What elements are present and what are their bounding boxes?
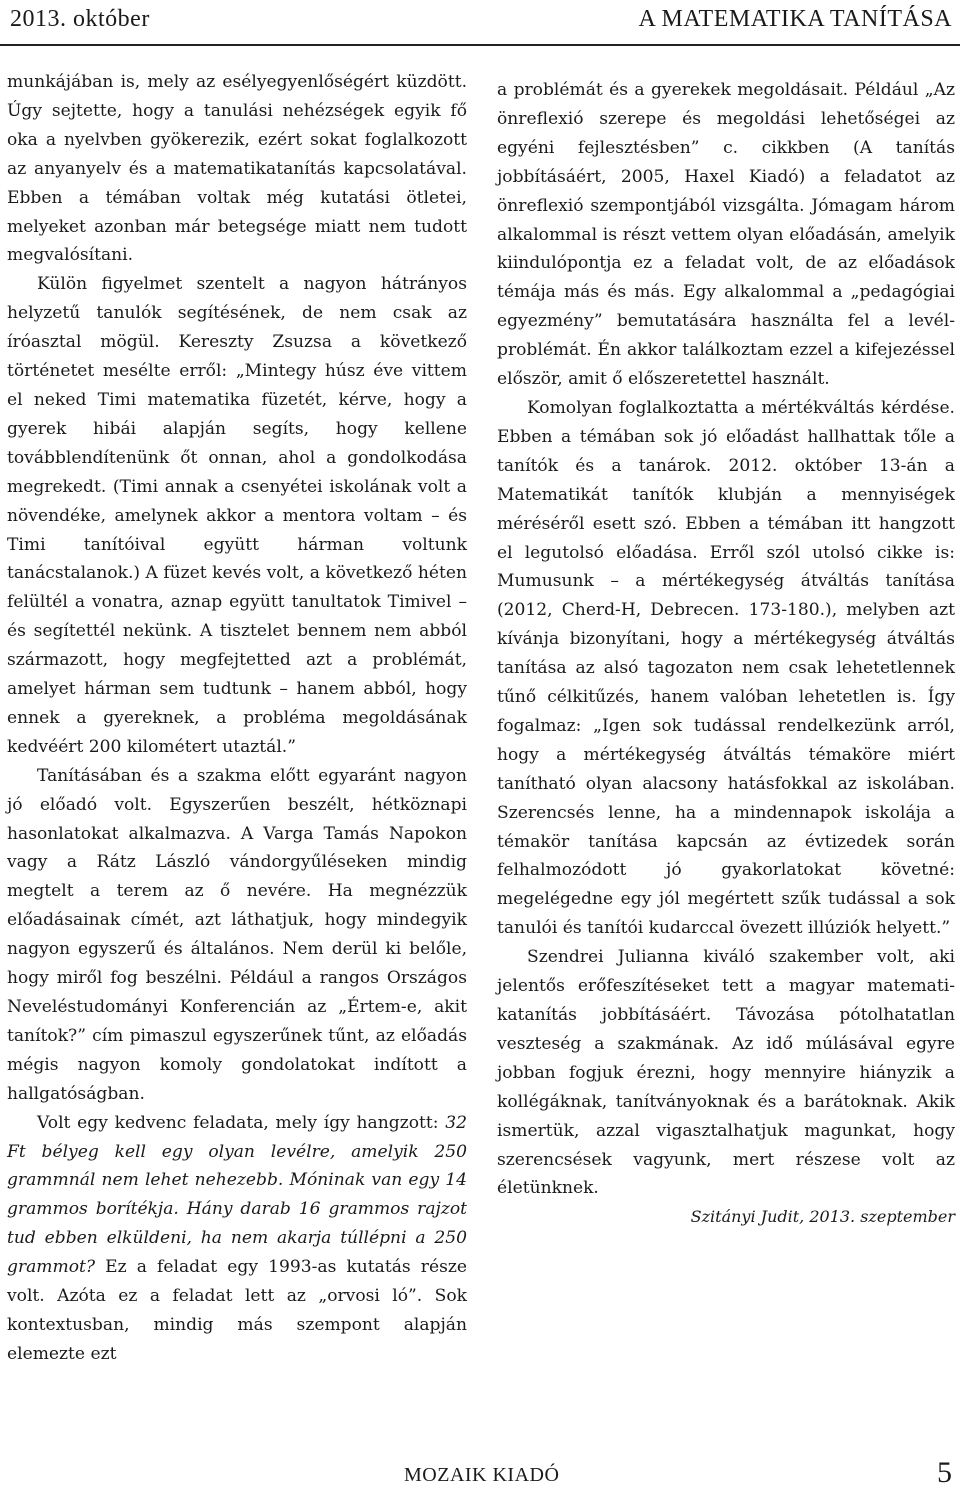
- paragraph-text: Volt egy kedvenc feladata, mely így hangzott:: [37, 1112, 446, 1133]
- page-header: [0, 0, 960, 46]
- page-number: 5: [937, 1456, 952, 1489]
- paragraph: Szendrei Julianna kiváló szakember volt, aki jelentős erőfeszítéseket tett a magyar matematikatanítás jobbításáért. Távozása pótolhatatlan veszteség a szakmának. Az idő múlásával egyre jobban fogjuk érezni, hogy mennyire hiányzik a kollégáknak, tanítványoknak és a barátoknak. Akik ismertük, azzal vigasztalhatjuk magunkat, hogy szerencsések vagyunk, mert részese volt az életünknek.: [497, 947, 955, 1199]
- paragraph: Komolyan foglalkoztatta a mértékváltás kérdése. Ebben a témában sok jó előadást hallhattak tőle a tanítók és a tanárok. 2012. október 13-án a Matematikát tanítók klubján a mennyiségek méréséről esett szó. Ebben a témában itt hangzott el legutolsó előadása. Erről szól utolsó cikke is: Mumusunk – a mértékegység átváltás tanítása (2012, Cherd-H, Debrecen. 173-180.), melyben azt kívánja bizonyítani, hogy a mértékegység átváltás tanítása az alsó tagozaton nem csak lehetetlennek tűnő célkitűzés, hanem valóban lehetetlen is. Így fogalmaz: „Igen sok tudással rendelkezünk arról, hogy a mértékegység átváltás témaköre miért tanítható olyan alacsony hatásfokkal az iskolában. Szerencsés lenne, ha a mindennapok iskolája a témakör tanítása kapcsán az évtizedek során felhalmozódott jó gyakorlatokat követné: megelégedne egy jól megértett szűk tudással a sok tanulói és tanítói kudarccal övezett illúziók helyett.”: [497, 397, 955, 939]
- paragraph: munkájában is, mely az esélyegyenlőségért küzdött. Úgy sejtette, hogy a tanulási nehézségek egyik fő oka a nyelvben gyökerezik, ezért sokat foglalkozott az anyanyelv és a matematikatanítás kapcsolatával. Ebben a témában voltak még kutatási ötletei, melyeket azonban már betegsége miatt nem tudott megvalósítani.: [7, 72, 467, 266]
- journal-title: A MATEMATIKA TANÍTÁSA: [638, 6, 952, 32]
- paragraph: Külön figyelmet szentelt a nagyon hátrányos helyzetű tanulók segítésének, de nem csak az íróasztal mögül. Kereszty Zsuzsa a következő történetet mesélte erről: „Mintegy húsz éve vittem el neked Timi matematika füzetét, kérve, hogy a gyerek hibái alapján segíts, hogy kellene továbblendítenünk őt onnan, ahol a gondolkodása megrekedt. (Timi annak a csenyétei iskolának volt a növendéke, amelynek akkor a mentora voltam – és Timi tanítóival együtt hárman voltunk tanácstalanok.) A füzet kevés volt, a következő héten felültél a vonatra, aznap együtt tanultatok Timivel – és segítettél nekünk. A tisztelet bennem nem abból származott, hogy megfejtetted azt a problémát, amelyet hárman sem tudtunk – hanem abból, hogy ennek a gyereknek, a probléma megoldásának kedvéért 200 kilométert utaztál.”: [7, 274, 467, 757]
- paragraph: [7, 1109, 467, 1369]
- header-divider: [0, 44, 960, 46]
- right-column: [497, 76, 955, 1232]
- publisher-name: MOZAIK KIADÓ: [404, 1464, 560, 1486]
- problem-statement: 32 Ft bélyeg kell egy olyan levélre, amelyik 250 grammnál nem lehet nehezebb. Móninak van egy 14 grammos borítékja. Hány darab 16 grammos rajzot tud ebben elküldeni, ha nem akarja túllépni a 250 grammot?: [7, 1112, 467, 1278]
- issue-date: 2013. október: [10, 6, 150, 32]
- page-footer: [0, 1456, 960, 1490]
- author-signature: Szitányi Judit, 2013. szeptember: [690, 1207, 955, 1227]
- paragraph: a problémát és a gyerekek megoldásait. Például „Az önreflexió szerepe és megoldási lehetőségei az egyéni fejlesztésben” c. cikkben (A tanítás jobbításáért, 2005, Haxel Kiadó) a feladatot az önreflexió szempontjából vizsgálta. Jómagam három alkalommal is részt vettem olyan előadásán, amelyik kiindulópontja ez a feladat volt, de az előadások témája más és más. Egy alkalommal a „pedagógiai egyezmény” bemutatására használta fel a levél-problémát. Én akkor találkoztam ezzel a kifejezéssel először, amit ő előszeretettel használt.: [497, 80, 955, 390]
- paragraph-text: Ez a feladat egy 1993-as kutatás része volt. Azóta ez a feladat lett az „orvosi ló”. Sok kontextusban, mindig más szempont alapján elemezte ezt: [7, 1257, 467, 1364]
- left-column: [7, 68, 467, 1369]
- paragraph: Tanításában és a szakma előtt egyaránt nagyon jó előadó volt. Egyszerűen beszélt, hétköznapi hasonlatokat alkalmazva. A Varga Tamás Napokon vagy a Rátz László vándorgyűléseken mindig megtelt a terem az ő nevére. Ha megnézzük előadásainak címét, azt láthatjuk, hogy mindegyik nagyon egyszerű és általános. Nem derül ki belőle, hogy miről fog beszélni. Például a rangos Országos Neveléstudományi Konferencián az „Értem-e, akit tanítok?” cím pimaszul egyszerűnek tűnt, az előadás mégis nagyon komoly gondolatokat indított a hallgatóságban.: [7, 765, 467, 1104]
